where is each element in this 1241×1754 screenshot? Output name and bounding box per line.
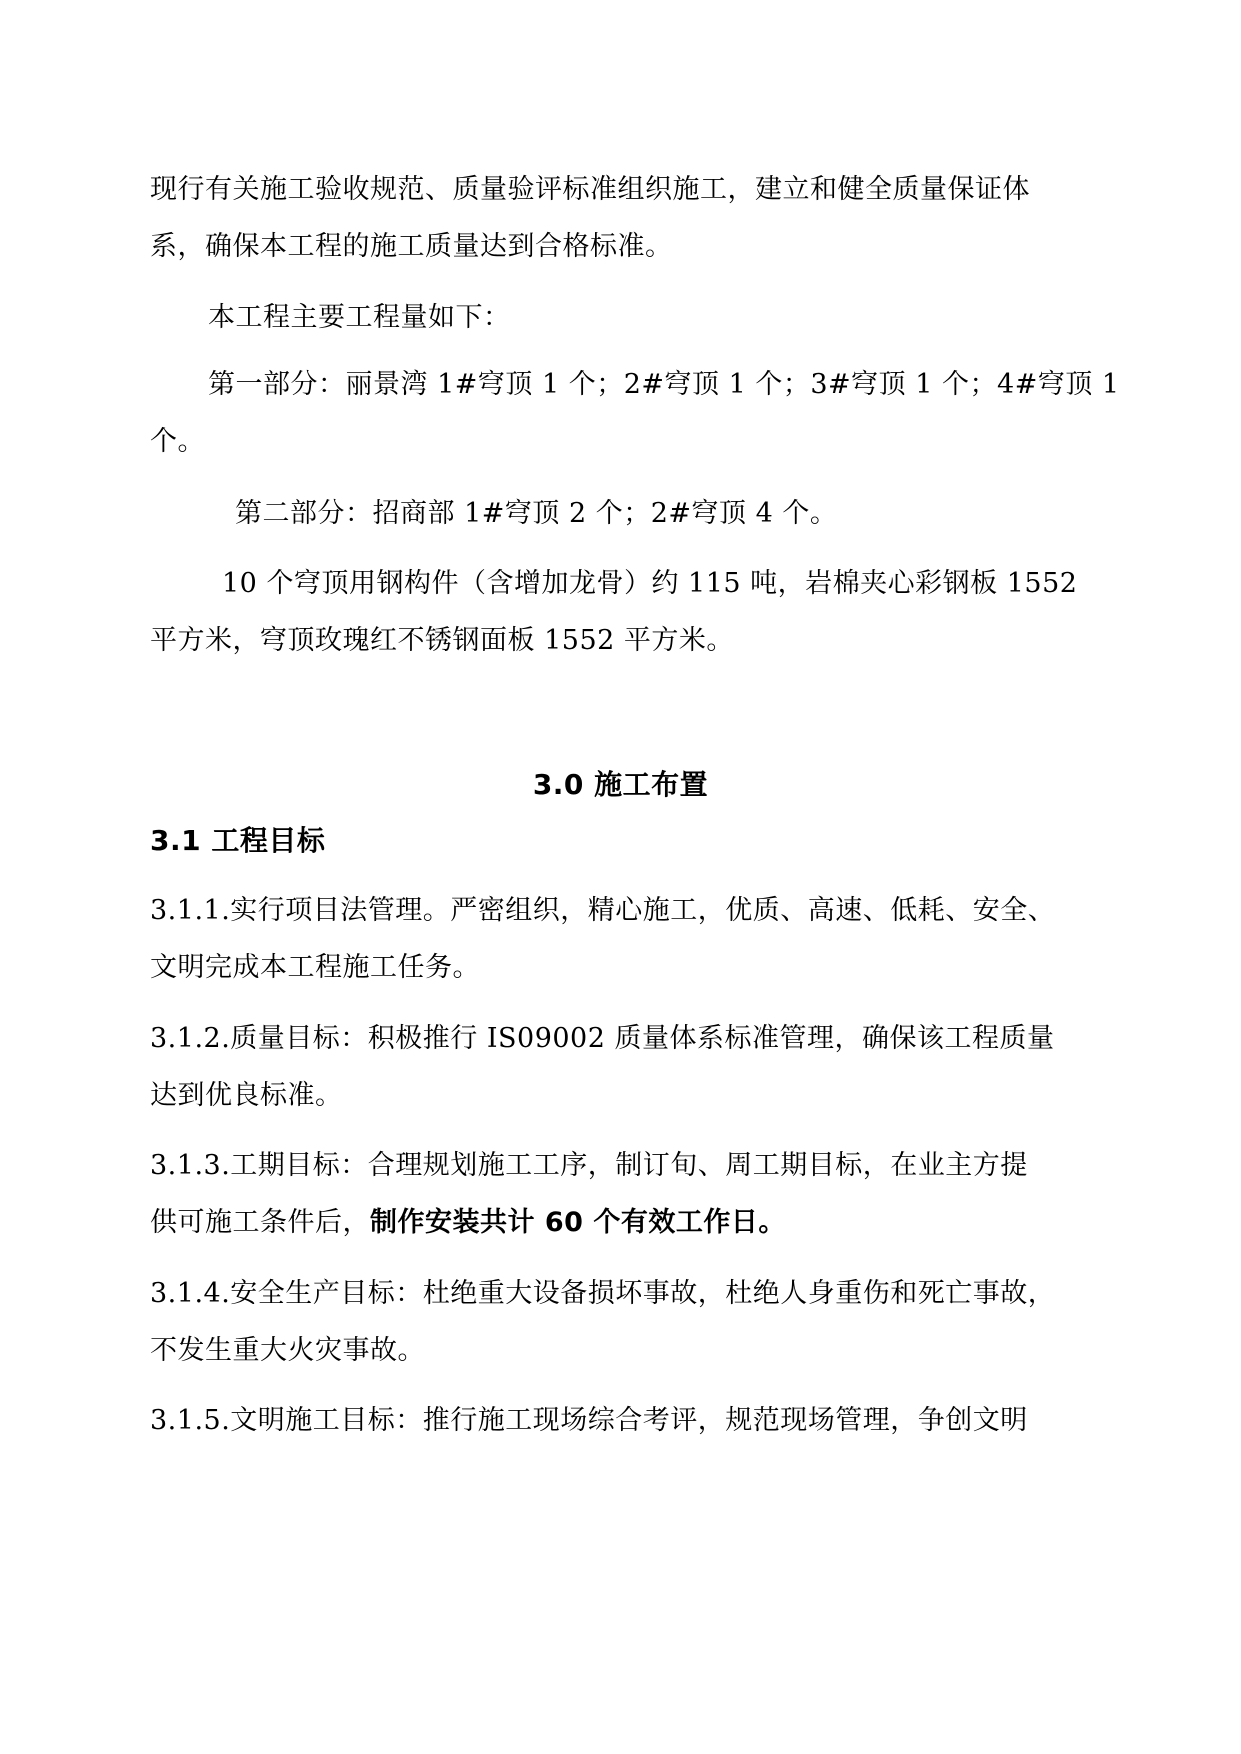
item-3-1-3-line-2 — [150, 1205, 786, 1241]
item-3-1-4-line-2: 不发生重大火灾事故。 — [150, 1335, 425, 1366]
intro-line-1: 现行有关施工验收规范、质量验评标准组织施工，建立和健全质量保证体 — [150, 174, 1030, 205]
item-3-1-3-normal-text: 供可施工条件后， — [150, 1207, 370, 1238]
item-3-1-1-line-1: 3.1.1.实行项目法管理。严密组织，精心施工，优质、高速、低耗、安全、 — [150, 895, 1056, 926]
materials-line-2: 平方米，穹顶玫瑰红不锈钢面板 1552 平方米。 — [150, 625, 734, 656]
quantities-heading: 本工程主要工程量如下： — [208, 302, 511, 333]
item-3-1-3-line-1: 3.1.3.工期目标：合理规划施工工序，制订旬、周工期目标，在业主方提 — [150, 1150, 1028, 1181]
item-3-1-2-line-1: 3.1.2.质量目标：积极推行 IS09002 质量体系标准管理，确保该工程质量 — [150, 1023, 1055, 1054]
part1-line-1: 第一部分：丽景湾 1#穹顶 1 个；2#穹顶 1 个；3#穹顶 1 个；4#穹顶 1 — [208, 369, 1120, 400]
section-title: 3.0 施工布置 — [532, 768, 709, 801]
part2-line: 第二部分：招商部 1#穹顶 2 个；2#穹顶 4 个。 — [235, 498, 838, 529]
item-3-1-4-line-1: 3.1.4.安全生产目标：杜绝重大设备损坏事故，杜绝人身重伤和死亡事故， — [150, 1278, 1056, 1309]
item-3-1-1-line-2: 文明完成本工程施工任务。 — [150, 952, 480, 983]
item-3-1-3-bold-text: 制作安装共计 60 个有效工作日。 — [370, 1207, 786, 1238]
materials-line-1: 10 个穹顶用钢构件（含增加龙骨）约 115 吨，岩棉夹心彩钢板 1552 — [222, 568, 1078, 599]
item-3-1-2-line-2: 达到优良标准。 — [150, 1080, 343, 1111]
part1-line-2: 个。 — [150, 426, 205, 457]
subsection-title: 3.1 工程目标 — [150, 824, 326, 857]
intro-line-2: 系，确保本工程的施工质量达到合格标准。 — [150, 231, 673, 262]
item-3-1-5-line-1: 3.1.5.文明施工目标：推行施工现场综合考评，规范现场管理，争创文明 — [150, 1405, 1028, 1436]
